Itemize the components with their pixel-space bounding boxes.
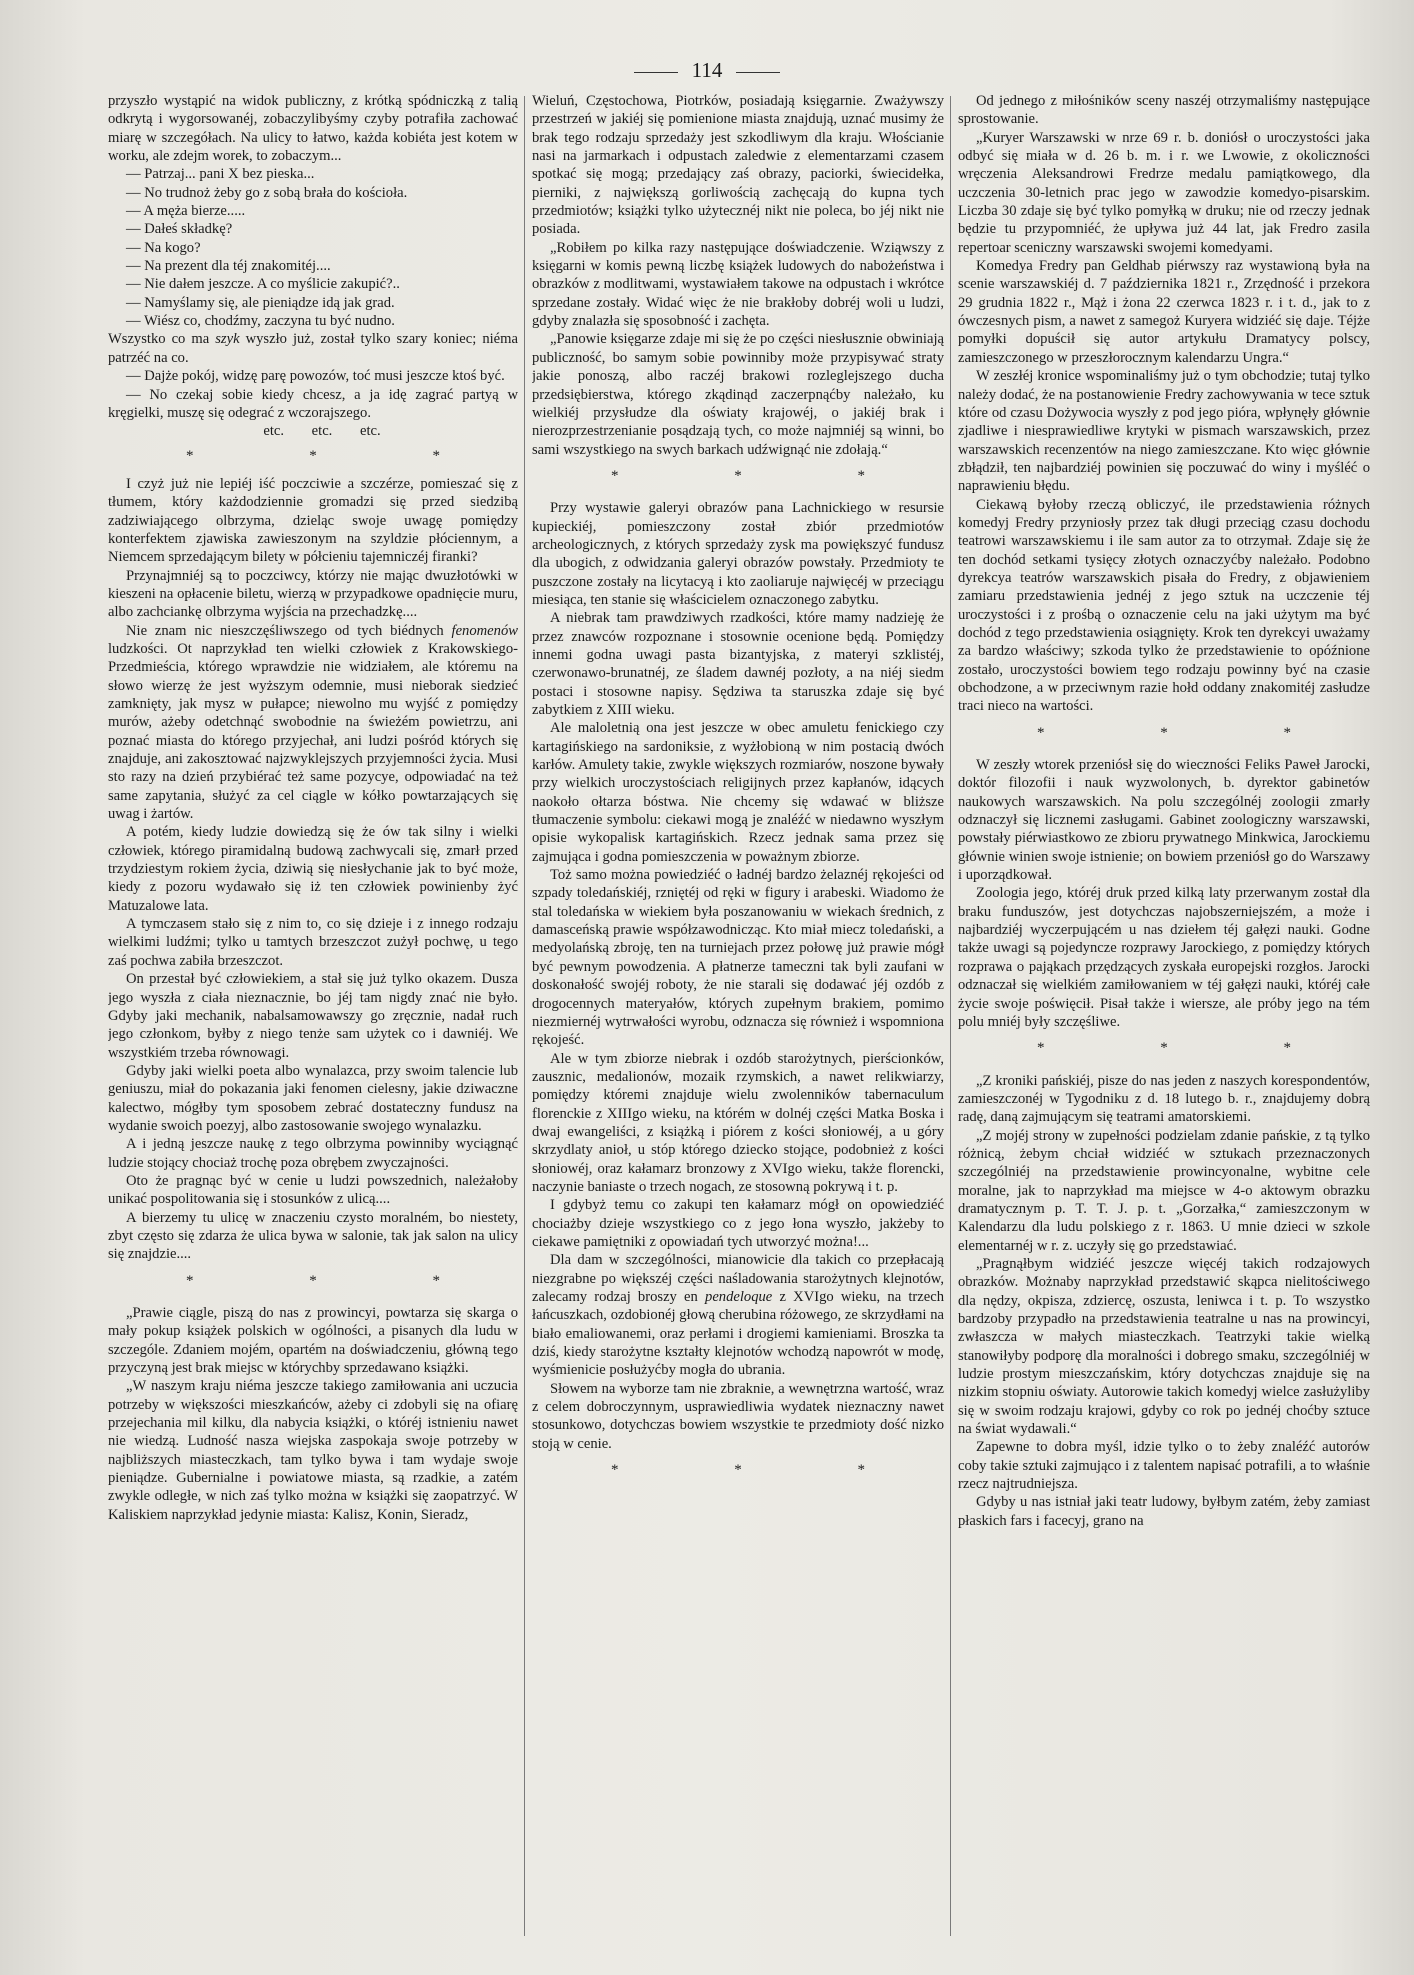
quoted-paragraph: „Prawie ciągle, piszą do nas z prowincyi, powtarza się skarga o mały pokup książek polskich w ogólności, a pisanych dla ludu w szczególe. Zdaniem mojém, opartém na doświadczeniu, główną tego przyczyną jest brak miejsc w którychby sprzedawano książki. [108, 1305, 518, 1377]
text-run: wyszło już, został tylko szary koniec; niéma patrzéć na co. [108, 331, 518, 366]
paragraph: Przynajmniéj są to poczciwcy, którzy nie mając dwuzłotówki w kieszeni na opłacenie biletu, wierzą w przypadkowe opadnięcie muru, albo zachciankę olbrzyma wyjścia na przechadzkę.... [108, 567, 518, 621]
text-run: Nie znam nic nieszczęśliwszego od tych biédnych [126, 622, 444, 639]
dialogue-line: — Wiész co, chodźmy, zaczyna tu być nudno. [126, 313, 395, 330]
quoted-paragraph: „Robiłem po kilka razy następujące doświadczenie. Wziąwszy z księgarni w komis pewną liczbę książek ludowych do nabożeństwa i obrazków z modlitwami, wystawiałem takowe na odpustach i wkrótce sprzedane zostały. Widać więc że nie brakłoby dobréj woli u ludzi, gdyby znalazła się sposobność i zachęta. [532, 239, 944, 330]
paragraph: I gdybyż temu co zakupi ten kałamarz mógł on opowiedziéć chociażby dzieje wszystkiego co z jego łona wyszło, jakżeby to ciekawe pamiętniki z opowiadań tych utworzyć można!... [532, 1197, 944, 1250]
dialogue-line: — Na kogo? [126, 239, 201, 256]
column-divider-1 [524, 96, 525, 1936]
italic-word: fenomenów [451, 622, 518, 639]
dialogue-line: — Namyślamy się, ale pieniądze idą jak grad. [126, 294, 395, 311]
text-run: z XVIgo wieku, na trzech łańcuszkach, ozdobionéj głową cherubina różowego, ze skrzydłami na biało emaliowanemi, oraz perłami i drogiemi kamieniami. Broszka ta dziś, kiedy starożytne kształty klejnotów wchodzą napowrót w modę, wyśmienicie posłużyćby mogła do ubrania. [532, 1289, 944, 1379]
quoted-paragraph: Wieluń, Częstochowa, Piotrków, posiadają księgarnie. Zważywszy przestrzeń w jakiéj się pomienione miasta znajdują, uznać musimy że brak tego rodzaju sprzedaży jest szkodliwym dla kraju. Włościanie nasi na jarmarkach i odpustach zaledwie z elementarzami czasem spotkać się mogą; przedający zaś obrazy, paciorki, świecidełka, pierniki, z największą gorliwością zachęcają do kupna tych przedmiotów; książki tylko użytecznéj nikt nie poleca, bo jéj nikt nie posiada. [532, 93, 944, 238]
paragraph [108, 330, 518, 367]
paragraph: W zeszły wtorek przeniósł się do wieczności Feliks Paweł Jarocki, doktór filozofii i nauk wyzwolonych, b. dyrektor gabinetów naukowych warszawskich. Na polu szczególnéj zoologii zmarły odznaczył się licznemi zasługami. Gabinet zoologiczny warszawski, powstały piérwiastkowo ze zbioru prywatnego Minkwica, Jarockiemu głównie winien swoje istnienie; on bowiem przeniósł go do Warszawy i uporządkował. [958, 757, 1370, 884]
section-separator: * * * [186, 1272, 496, 1289]
paragraph: A i jedną jeszcze naukę z tego olbrzyma powinniby wyciągnąć ludzie stojący chociaż trochę poza obrębem zwyczajności. [108, 1136, 518, 1171]
paragraph: W zeszłéj kronice wspominaliśmy już o tym obchodzie; tutaj tylko należy dodać, że na postanowienie Fredry zachowywania w tece sztuk które od czasu Dożywocia wyszły z pod jego pióra, wpłynęły głównie zjadliwe i niesprawiedliwe krytyki w pismach warszawskich, przez warszawskich recenzentów na niego zamieszczane. Kto więc głównie zbłądził, ten najbardziéj powinien się poczuwać do winy i myśléć o naprawieniu błędu. [958, 368, 1370, 495]
etc-line: etc. etc. etc. [263, 423, 381, 440]
column-1 [108, 92, 518, 1942]
text-run: Wszystko co ma [108, 331, 210, 348]
quoted-paragraph: Komedya Fredry pan Geldhab piérwszy raz wystawioną była na scenie warszawskiéj d. 7 października 1821 r., Zrzędność i przekora 29 grudnia 1822 r., Mąż i żona 22 czerwca 1823 r. i t. d., jak to z ówczesnych pism, a nawet z samegoż Kuryera widziéć się daje. Téjże pomyłki dopuścił się autor artykułu Dramatycy polscy, zamieszczonego w przeszłorocznym kalendarzu Ungra.“ [958, 258, 1370, 366]
quoted-paragraph: „Z mojéj strony w zupełności podzielam zdanie pańskie, z tą tylko różnicą, żebym chciał widziéć w sztukach przeznaczonych szczególniéj na przedstawienie prowincyonalne, wybitne cele moralne, jak to naprzykład ma miejsce w 4-o aktowym obrazku dramatycznym p. T. T. J. p. t. „Gorzałka,“ zamieszczonym w Kalendarzu dla ludu polskiego z r. 1863. U mnie dzieci w szkole elementarnéj w r. z. uczyły się go przedstawiać. [958, 1127, 1370, 1254]
quoted-paragraph: „W naszym kraju niéma jeszcze takiego zamiłowania ani uczucia potrzeby w większości mieszkańców, ażeby ci zdobyli się na ofiarę przejechania mil kilku, dla nabycia książki, o któréj istnieniu nawet nie wiedzą. Ludność nasza wiejska zaspokaja swoje potrzeby w najbliższych miasteczkach, tam tylko bywa i tam wydaje swoje pieniądze. Gubernialne i powiatowe miasta, są rzadkie, a zatém zwykle odległe, w nich zaś tylko można w książki się zaopatrzyć. W Kaliskiem naprzykład jedynie miasta: Kalisz, Konin, Sieradz, [108, 1378, 518, 1523]
dialogue-line: — No czekaj sobie kiedy chcesz, a ja idę zagrać partyą w kręgielki, muszę się odegrać z wczorajszego. [108, 386, 518, 421]
paragraph: Przy wystawie galeryi obrazów pana Lachnickiego w resursie kupieckiéj, pomieszczony został zbiór przedmiotów archeologicznych, z których sprzedaży zysk ma powiększyć fundusz dla ubogich, z odwidzania galeryi obrazów powstały. Przedmioty te puszczone zostały na licytacyą i kto zaoliaruje najwięcéj w przeciągu miesiąca, ten stanie się właścicielem oznaczonego zabytku. [532, 500, 944, 608]
text-run: ludzkości. Ot naprzykład ten wielki człowiek z Krakowskiego-Przedmieścia, którego wprawdzie nie widziałem, ale któremu na słowo wierzę że jest wyższym odemnie, musi nieborak siedzieć zamknięty, jak mysz w pułapce; niewolno mu wyjść z pomiędzy murów, ażeby odetchnąć swobodnie na świeżém powietrzu, ani poznać miasta do którego przyjechał, ani ludzi pośród których się znajduje, ani zakosztować najzwyklejszych przyjemności życia. Musi sto razy na dzień przybiérać też same pozycye, odpowiadać na też same zapytania, służyć za cel ciągle w kółko powtarzających się uwag i żartów. [108, 640, 518, 823]
paragraph: Słowem na wyborze tam nie zbraknie, a wewnętrzna wartość, wraz z celem dobroczynnym, usprawiedliwia wydatek nieznaczny nawet stosunkowo, dotychczas bowiem wszystkie te przedmioty dość nizko stoją w cenie. [532, 1380, 944, 1452]
paragraph: Od jednego z miłośników sceny naszéj otrzymaliśmy następujące sprostowanie. [958, 93, 1370, 128]
paragraph: A tymczasem stało się z nim to, co się dzieje i z innego rodzaju wielkimi ludźmi; tylko u tamtych brzeszczot zużył pochwę, u tego zaś pochwa zabiła brzeszczot. [108, 916, 518, 969]
dialogue-line: — Dajże pokój, widzę parę powozów, toć musi jeszcze ktoś być. [126, 368, 505, 385]
paragraph: Gdyby jaki wielki poeta albo wynalazca, przy swoim talencie lub geniuszu, miał do pokazania jaki fenomen cielesny, jakie dziwaczne kalectwo, mógłby tym sposobem zebrać dostateczny fundusz na wydanie swoich poezyj, albo zastosowanie swojego wynalazku. [108, 1062, 518, 1134]
dialogue-line: — Nie dałem jeszcze. A co myślicie zakupić?.. [126, 276, 400, 293]
dialogue-line: — A męża bierze..... [126, 203, 246, 220]
column-2 [532, 92, 944, 1942]
paragraph: Ale maloletnią ona jest jeszcze w obec amuletu fenickiego czy kartagińskiego na sardoniksie, z wyżłobioną w nim postacią dwóch karłów. Amulety takie, zwykle większych rozmiarów, noszone bywały przy wielkich uroczystościach religijnych przez kapłanów, idących naokoło ołtarza bóstwa. Nie chcemy się wdawać w bliższe tłumaczenie symbolu: ciekawi mogą je znaléźć w niedawno wyszłym opisie wykopalisk kartagińskich. Rzecz jednak sama przez się zajmująca i godna pomieszczenia w poważnym zbiorze. [532, 720, 944, 865]
section-separator: * * * [1037, 1040, 1347, 1057]
page-number: 114 [691, 58, 723, 82]
paragraph: Zoologia jego, któréj druk przed kilką laty przerwanym został dla braku funduszów, jest dotychczas najobszerniejszém, a może i najbardziéj wyczerpującém u nas dziełem téj gałęzi nauki. Godne także uwagi są pojedyncze rozprawy Jarockiego, z pomiędzy których rozprawa o pająkach przędzących zyskała europejski rozgłos. Jarocki odznaczał się wielkiém zamiłowaniem w téj gałęzi nauki, któréj całe życie swoje poświęcił. Pisał także i wiersze, ale próby jego na tém polu mniéj były szczęśliwe. [958, 885, 1370, 1030]
paragraph: Toż samo można powiedziéć o ładnéj bardzo żelaznéj rękojeści od szpady toledańskiéj, rzniętéj od ręki w figury i arabeski. Wiadomo że stal toledańska w wiekiem była poszanowaniu w wiekach średnich, z damasceńską prawie współzawodnicząc. Kto miał miecz toledański, a medyolańską zbroję, ten na turniejach przez połowę już prawie mógł być pewnym powodzenia. A płatnerze tameczni tak byli zaufani w doskonałość swojéj roboty, że nie starali się dodawać jéj ozdób z drogocennych materyałów, których zupełnym brakiem, pomimo niezmiernéj wytrwałości wyrobu, odznacza się również i wspomniona rękojeść. [532, 867, 944, 1049]
column-3 [958, 92, 1370, 1942]
quoted-paragraph: „Z kroniki pańskiéj, pisze do nas jeden z naszych korespondentów, zamieszczonéj w Tygodniku z d. 18 lutego b. r., znajdujemy dobrą radę, daną zajmującym się teatrami amatorskiemi. [958, 1072, 1370, 1126]
dialogue-line: — Patrzaj... pani X bez pieska... [126, 166, 315, 183]
dialogue-line: — No trudnoż żeby go z sobą brała do kościoła. [126, 184, 408, 201]
paragraph: Zapewne to dobra myśl, idzie tylko o to żeby znaléźć autorów coby takie sztuki zajmująco i z talentem napisać potrafili, a to właśnie rzecz najtrudniejsza. [958, 1439, 1370, 1493]
section-separator: * * * [611, 1462, 921, 1479]
paragraph: I czyż już nie lepiéj iść poczciwie a szczérze, pomieszać się z tłumem, który każdodziennie gromadzi się przed siedzibą zadziwiającego olbrzyma, dzieląc swoje uwagę pomiędzy konterfektem zjawiska zawieszonym na szyldzie płóciennym, a Niemcem sprzedającym bilety w półcieniu tajemniczéj firanki? [108, 475, 518, 566]
paragraph: A potém, kiedy ludzie dowiedzą się że ów tak silny i wielki człowiek, którego piramidalną budową zachwycali się, zmarł przed trzydziestym rokiem życia, dziwią się niesłychanie jak to być może, kiedy z pozoru wydawało się iż ten człowiek powinienby żyć Matuzalowe lata. [108, 824, 518, 914]
paragraph [108, 622, 518, 824]
column-divider-2 [950, 96, 951, 1936]
paragraph: przyszło wystąpić na widok publiczny, z krótką spódniczką z talią odkrytą i wygorsowanéj, zobaczylibyśmy czyby potrafiła zachować miarę w szczegółach. Na ulicy to łatwo, każda kobiéta jest kotem w worku, ale zdejm worek, to zobaczym... [108, 93, 518, 165]
section-separator: * * * [186, 447, 496, 464]
italic-word: pendeloque [705, 1289, 773, 1305]
quoted-paragraph: „Panowie księgarze zdaje mi się że po części niesłusznie obwiniają publiczność, bo samym sobie powinniby może przypisywać straty jakie ponoszą, albo raczéj brakowi rozleglejszego ducha przedsiębierstwa, którego zkądinąd zaczerpnąćby należało, ku wielkiéj przysłudze dla oświaty krajowéj, o jakiéj brak i nierozprzestrzenianie posądzają tych, co może najmniéj są winni, bo sami wszystkiego na swych barkach udźwignąć nie zdołają.“ [532, 331, 944, 458]
paragraph: Ale w tym zbiorze niebrak i ozdób starożytnych, pierścionków, zausznic, medalionów, mozaik rzymskich, a nawet relikwiarzy, pomiędzy któremi znajduje wielu zwolenników tabernaculum florenckie z XIIIgo wieku, na którém w dolnéj części Matka Boska i dwaj ewangeliści, z książką i piórem z kości słoniowéj, a u góry skrzydlaty anioł, u stóp którego dziecko stojące, podobnież z kości słoniowéj, oraz kałamarz bronzowy z XVIgo wieku, także florencki, naczynie baniaste o trzech nogach, ze stosowną pokrywą i t. p. [532, 1050, 944, 1195]
section-separator: * * * [611, 467, 921, 484]
section-separator: * * * [1037, 724, 1347, 741]
paragraph: Oto że pragnąc być w cenie u ludzi powszednich, należałoby unikać pospolitowania się i stosunków z ulicą.... [108, 1172, 518, 1208]
dialogue-line: — Dałeś składkę? [126, 221, 233, 238]
quoted-paragraph: „Pragnąłbym widziéć jeszcze więcéj takich rodzajowych obrazków. Możnaby naprzykład przedstawić skąpca nielitościwego dla nędzy, okpisza, zdziercę, oszusta, leniwca i t. p. To wszystko bardzoby przypadło na przedstawienia teatralne u nas na prowincyi, zwłaszcza w małych miasteczkach. Teatrzyki takie wielką stanowiłyby podporę dla moralności i dobrego smaku, szczególniéj w ludzie prostym mieszczańskim, który dotychczas znajduje się na nizkim stopniu oświaty. Autorowie takich komedyj wielce zasłużyliby się w swoim rodzaju krajowi, gdyby co rok po jednéj choćby sztuce na świat wydawali.“ [958, 1255, 1370, 1438]
header-dash-right [736, 72, 780, 73]
quoted-paragraph: „Kuryer Warszawski w nrze 69 r. b. doniósł o uroczystości jaka odbyć się miała w d. 26 b. m. i r. we Lwowie, z okoliczności wręczenia Aleksandrowi Fredrze medalu pamiątkowego, dla uczczenia 30-letnich prac jego w zawodzie komedyo-pisarskim. Liczba 30 zdaje się być tylko pomyłką w druku; nie od rzeczy jednak będzie tu przypomniéć, że upływa już 44 lat, jak Fredro zasila repertoar sceniczny warszawski swojemi komedyami. [958, 129, 1370, 256]
paragraph: A niebrak tam prawdziwych rzadkości, które mamy nadzieję że przez znawców rozpoznane i stosownie ocenione będą. Pomiędzy innemi godna uwagi pasta bizantyjska, z materyi szklistéj, czerwonawo-brunatnéj, ze śladem dawnéj pozłoty, a na niéj siedm postaci i stosowne napisy. Sędziwa ta staruszka zdaje się być zabytkiem z XIII wieku. [532, 610, 944, 718]
text-run: Dla dam w szczególności, mianowicie dla takich co przepłacają niezgrabne po większéj części naśladowania starożytnych klejnotów, zalecamy rodzaj broszy en [532, 1252, 944, 1305]
dialogue-line: — Na prezent dla téj znakomitéj.... [126, 258, 331, 275]
italic-word: szyk [215, 331, 240, 348]
paragraph: A bierzemy tu ulicę w znaczeniu czysto moralném, bo niestety, zbyt często się zdarza że ulica bywa w salonie, tak jak salon na ulicy się znajdzie.... [108, 1209, 518, 1263]
paragraph [532, 1251, 944, 1379]
header-dash-left [634, 72, 678, 73]
paragraph: On przestał być człowiekiem, a stał się już tylko okazem. Dusza jego wyszła z ciała nieznacznie, bo jéj tam nigdy znać nie było. Gdyby jaki mechanik, nabalsamowawszy go zręcznie, nadał ruch jego członkom, byłby z niego tenże sam użytek co i dawniéj. We wszystkiém trzeba równowagi. [108, 971, 518, 1061]
page-header [0, 52, 1414, 88]
paragraph: Gdyby u nas istniał jaki teatr ludowy, byłbym zatém, żeby zamiast płaskich fars i facecyj, grano na [958, 1494, 1370, 1529]
paragraph: Ciekawą byłoby rzeczą obliczyć, ile przedstawienia różnych komedyj Fredry przyniosły przez tak długi przeciąg czasu dochodu teatrowi warszawskiemu i ile sam autor za to otrzymał. Zdaje się że ten dochód setkami tysięcy złotych oznaczyćby należało. Podobno dyrekcya teatrów warszawskich pisała do Fredry, z objawieniem zamiaru przedstawienia jednéj z jego sztuk na uczczenie téj uroczystości i z prośbą o oznaczenie celu na jaki użytym ma być dochód z tego przedstawienia osiągnięty. Krok ten dyrekcyi uważamy za bardzo właściwy; szkoda tylko że przedstawienie to opóźnione zostało, uroczystości bowiem tego rodzaju powinny być na czasie obchodzone, a w przeciwnym razie hołd oddany znakomitéj zasłudze traci nieco na wartości. [958, 496, 1370, 715]
